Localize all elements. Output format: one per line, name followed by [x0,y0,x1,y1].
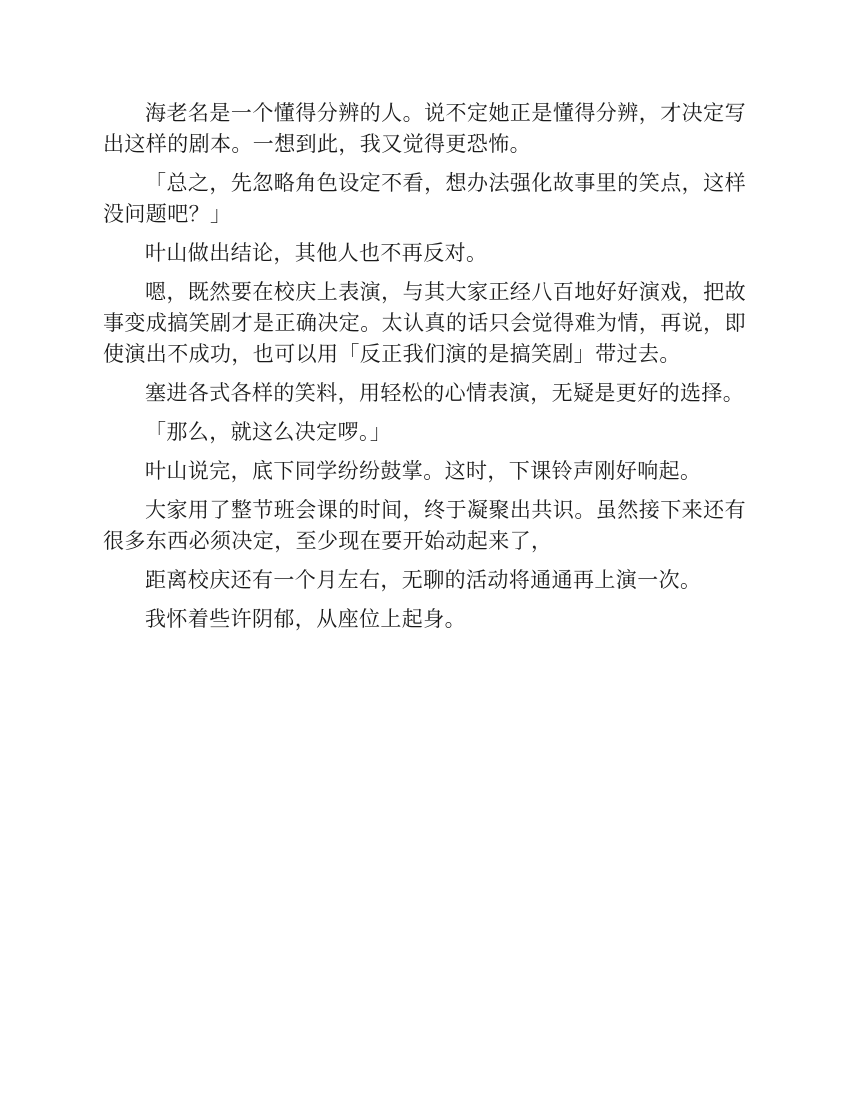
document-page [103,98,746,643]
paragraph: 「总之，先忽略角色设定不看，想办法强化故事里的笑点，这样没问题吧？」 [103,171,746,226]
paragraph: 大家用了整节班会课的时间，终于凝聚出共识。虽然接下来还有很多东西必须决定，至少现在要开始动起来了， [103,498,746,553]
paragraph: 塞进各式各样的笑料，用轻松的心情表演，无疑是更好的选择。 [145,381,745,405]
paragraph: 我怀着些许阴郁，从座位上起身。 [145,607,466,631]
paragraph: 海老名是一个懂得分辨的人。说不定她正是懂得分辨，才决定写出这样的剧本。一想到此，我又觉得更恐怖。 [103,101,746,156]
paragraph: 叶山说完，底下同学纷纷鼓掌。这时，下课铃声刚好响起。 [145,459,702,483]
paragraph: 「那么，就这么决定啰。」 [145,420,392,444]
paragraph: 距离校庆还有一个月左右，无聊的活动将通通再上演一次。 [145,568,702,592]
paragraph: 叶山做出结论，其他人也不再反对。 [145,241,488,265]
paragraph: 嗯，既然要在校庆上表演，与其大家正经八百地好好演戏，把故事变成搞笑剧才是正确决定。太认真的话只会觉得难为情，再说，即使演出不成功，也可以用「反正我们演的是搞笑剧」带过去。 [103,280,746,366]
